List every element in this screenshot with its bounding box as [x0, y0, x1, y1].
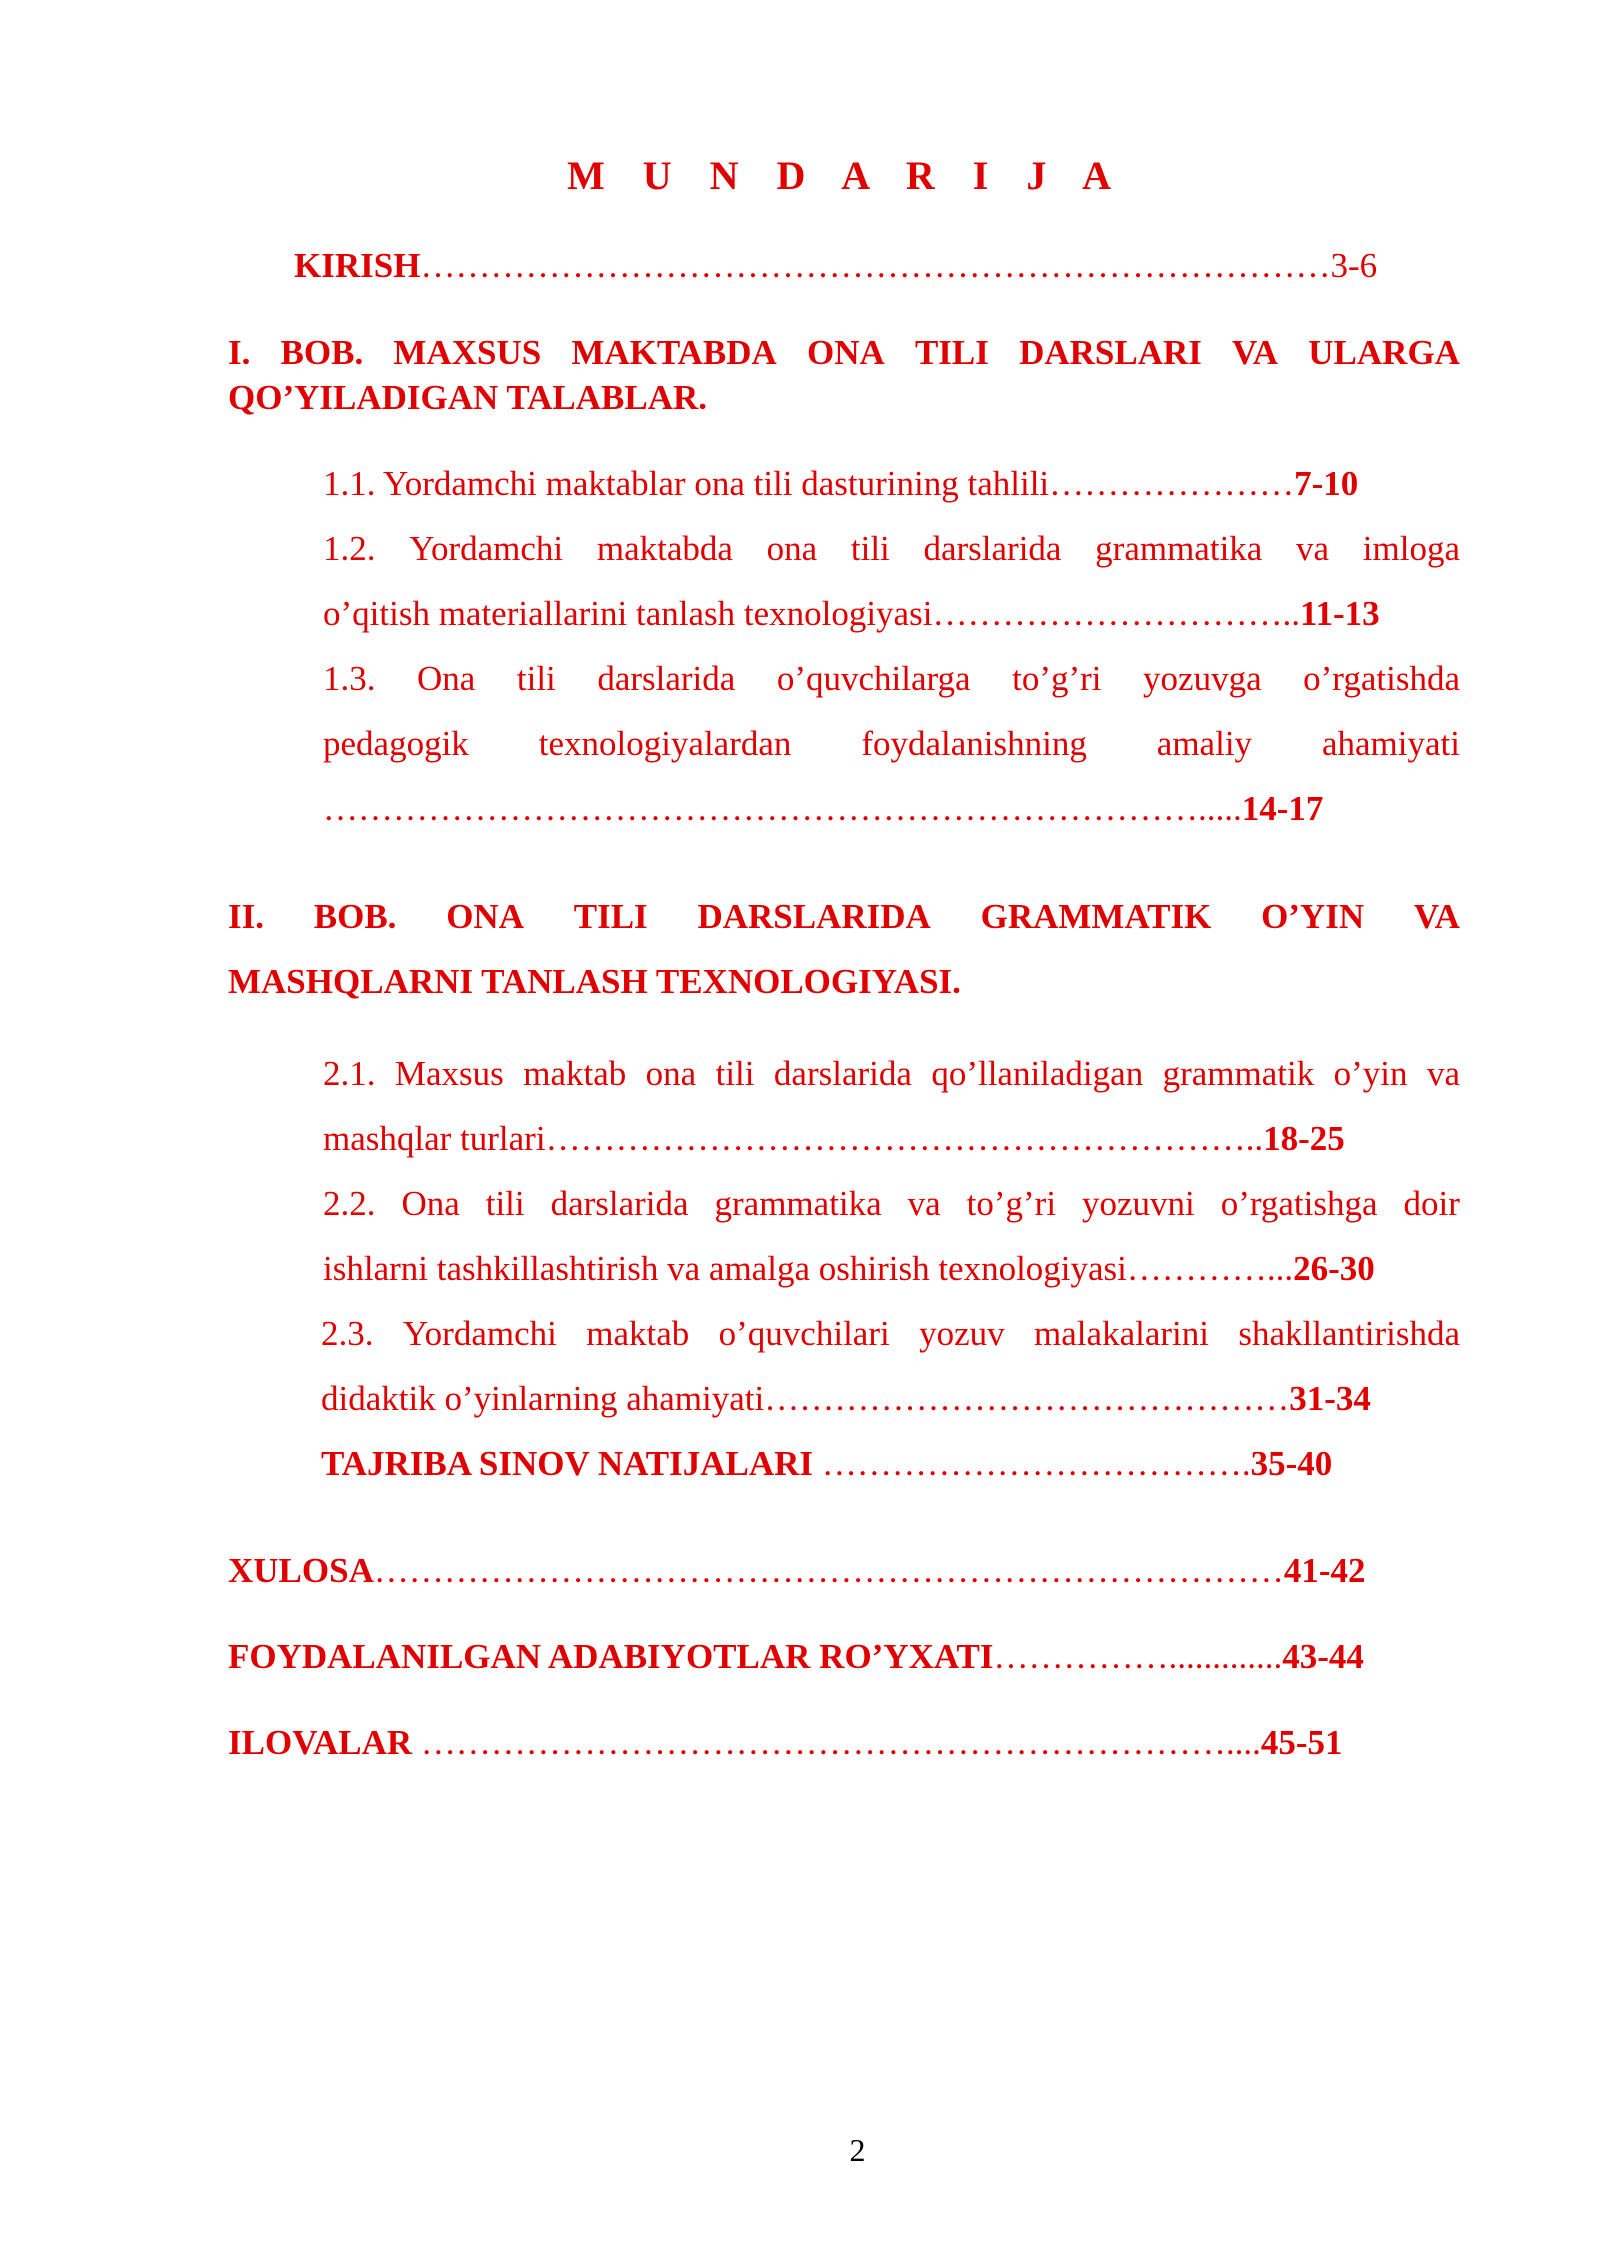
toc-leader-dots: ………………… [1049, 464, 1295, 503]
toc-entry-1-3-line1 [323, 659, 1460, 699]
toc-page-range: 11-13 [1299, 594, 1380, 633]
toc-page-range: 31-34 [1289, 1379, 1371, 1418]
entry-word: grammatika [1095, 529, 1263, 568]
toc-leader-dots: …………………………………………………….. [545, 1119, 1264, 1158]
entry-word: Yordamchi [409, 529, 564, 568]
entry-word: to’g’ri [1012, 659, 1102, 698]
entry-word: yozuvni [1082, 1184, 1195, 1223]
toc-entry-2-2-line2 [323, 1249, 1375, 1289]
toc-entry-text: didaktik o’yinlarning ahamiyati [321, 1379, 765, 1418]
toc-leader-dots: …………………………………………………………………… [373, 1551, 1284, 1590]
entry-word: yozuv [919, 1314, 1005, 1353]
toc-page-range: 41-42 [1283, 1551, 1366, 1590]
entry-word: yozuvga [1143, 659, 1262, 698]
toc-entry-1-3-line2 [323, 724, 1460, 764]
toc-entry-text: ishlarni tashkillashtirish va amalga oshirish texnologiyasi [323, 1249, 1127, 1288]
toc-leader-dots: ………………………………. [813, 1444, 1251, 1483]
chapter1-heading-line1 [228, 333, 1460, 373]
entry-word: tili [516, 659, 556, 698]
toc-entry-1-3-line3 [323, 789, 1323, 829]
toc-entry-trial-results [321, 1444, 1332, 1484]
entry-word: tili [850, 529, 890, 568]
toc-entry-text: o’qitish materiallarini tanlash texnologiyasi [323, 594, 933, 633]
entry-word: o’quvchilarga [776, 659, 971, 698]
entry-word: 2.3. [321, 1314, 374, 1353]
entry-word: ona [766, 529, 818, 568]
toc-entry-conclusion [228, 1551, 1366, 1591]
toc-entry-label: TAJRIBA SINOV NATIJALARI [321, 1444, 814, 1483]
toc-page-range: 3-6 [1330, 246, 1378, 285]
heading-word: BOB. [280, 333, 364, 372]
entry-word: va [1296, 529, 1330, 568]
entry-word: to’g’ri [966, 1184, 1057, 1223]
entry-word: ona [645, 1054, 697, 1093]
entry-word: maktab [586, 1314, 690, 1353]
toc-entry-1-1 [323, 464, 1358, 504]
entry-word: 1.3. [323, 659, 376, 698]
chapter2-heading-line2: MASHQLARNI TANLASH TEXNOLOGIYASI. [228, 962, 961, 1001]
entry-word: qo’llaniladigan [931, 1054, 1144, 1093]
entry-word: imloga [1362, 529, 1460, 568]
entry-word: va [1426, 1054, 1460, 1093]
entry-word: Ona [417, 659, 476, 698]
toc-entry-text: mashqlar turlari [323, 1119, 546, 1158]
heading-word: VA [1232, 333, 1279, 372]
toc-leader-dots: …………………………………………………………………… [420, 246, 1331, 285]
heading-word: MAKTABDA [571, 333, 777, 372]
toc-leader-dots: ……………………………………… [764, 1379, 1290, 1418]
toc-leader-dots: …………………………………………………………….... [412, 1723, 1261, 1762]
entry-word: grammatika [714, 1184, 882, 1223]
heading-word: GRAMMATIK [980, 897, 1212, 936]
entry-word: tili [715, 1054, 755, 1093]
entry-word: Yordamchi [402, 1314, 557, 1353]
toc-entry-label: ILOVALAR [228, 1723, 413, 1762]
entry-word: o’rgatishga [1220, 1184, 1378, 1223]
heading-word: MAXSUS [393, 333, 542, 372]
entry-word: maktab [523, 1054, 627, 1093]
toc-leader-dots: …………... [1126, 1249, 1294, 1288]
toc-entry-2-3-line2 [321, 1379, 1371, 1419]
entry-word: 1.2. [323, 529, 376, 568]
heading-word: TILI [914, 333, 989, 372]
toc-entry-intro [294, 246, 1377, 286]
toc-page-range: 35-40 [1250, 1444, 1333, 1483]
entry-word: o’quvchilari [718, 1314, 890, 1353]
entry-word: malakalarini [1034, 1314, 1209, 1353]
chapter2-heading-line1 [228, 897, 1460, 937]
toc-page-range: 45-51 [1260, 1723, 1343, 1762]
heading-word: DARSLARIDA [697, 897, 931, 936]
entry-word: darslarida [773, 1054, 912, 1093]
heading-word: II. [228, 897, 264, 936]
entry-word: ahamiyati [1321, 724, 1460, 763]
entry-word: 2.1. [323, 1054, 376, 1093]
toc-leader-dots: ………………………….. [932, 594, 1300, 633]
entry-word: amaliy [1156, 724, 1253, 763]
toc-page-range: 7-10 [1294, 464, 1359, 503]
toc-entry-2-3-line1 [321, 1314, 1460, 1354]
heading-word: O’YIN [1261, 897, 1365, 936]
toc-entry-1-2-line2 [323, 594, 1380, 634]
heading-word: I. [228, 333, 251, 372]
toc-page-range: 26-30 [1293, 1249, 1375, 1288]
entry-word: o’rgatishda [1303, 659, 1460, 698]
toc-entry-2-1-line1 [323, 1054, 1460, 1094]
entry-word: grammatik [1162, 1054, 1315, 1093]
toc-page-range: 18-25 [1263, 1119, 1345, 1158]
toc-entry-label: FOYDALANILGAN ADABIYOTLAR RO’YXATI [228, 1637, 994, 1676]
heading-word: ULARGA [1308, 333, 1460, 372]
entry-word: maktabda [596, 529, 733, 568]
entry-word: 2.2. [323, 1184, 376, 1223]
chapter1-heading-line2: QO’YILADIGAN TALABLAR. [228, 378, 708, 417]
toc-entry-1-2-line1 [323, 529, 1460, 569]
entry-word: Ona [401, 1184, 460, 1223]
toc-entry-references [228, 1637, 1364, 1677]
toc-entry-appendices [228, 1723, 1343, 1763]
heading-word: ONA [446, 897, 524, 936]
entry-word: texnologiyalardan [538, 724, 792, 763]
heading-word: BOB. [313, 897, 397, 936]
toc-page-range: 43-44 [1282, 1637, 1364, 1676]
toc-entry-label: KIRISH [294, 246, 421, 285]
entry-word: foydalanishning [861, 724, 1087, 763]
entry-word: Maxsus [394, 1054, 504, 1093]
entry-word: doir [1403, 1184, 1460, 1223]
toc-leader-dots: ……………............. [993, 1637, 1283, 1676]
toc-entry-2-2-line1 [323, 1184, 1460, 1224]
toc-leader-dots: …………………………………………………………………..... [323, 789, 1242, 828]
entry-word: darslarida [550, 1184, 689, 1223]
heading-word: ONA [807, 333, 885, 372]
entry-word: darslarida [597, 659, 736, 698]
entry-word: o’yin [1333, 1054, 1408, 1093]
page-number: 2 [849, 2132, 866, 2168]
entry-word: va [907, 1184, 941, 1223]
entry-word: tili [485, 1184, 525, 1223]
toc-title: M U N D A R I J A [566, 153, 1126, 198]
toc-entry-text: 1.1. Yordamchi maktablar ona tili dasturining tahlili [323, 464, 1050, 503]
heading-word: DARSLARI [1019, 333, 1202, 372]
entry-word: shakllantirishda [1238, 1314, 1460, 1353]
heading-word: VA [1413, 897, 1460, 936]
toc-page-range: 14-17 [1241, 789, 1324, 828]
toc-entry-2-1-line2 [323, 1119, 1345, 1159]
entry-word: pedagogik [323, 724, 469, 763]
entry-word: darslarida [923, 529, 1062, 568]
toc-entry-label: XULOSA [228, 1551, 374, 1590]
heading-word: TILI [573, 897, 648, 936]
